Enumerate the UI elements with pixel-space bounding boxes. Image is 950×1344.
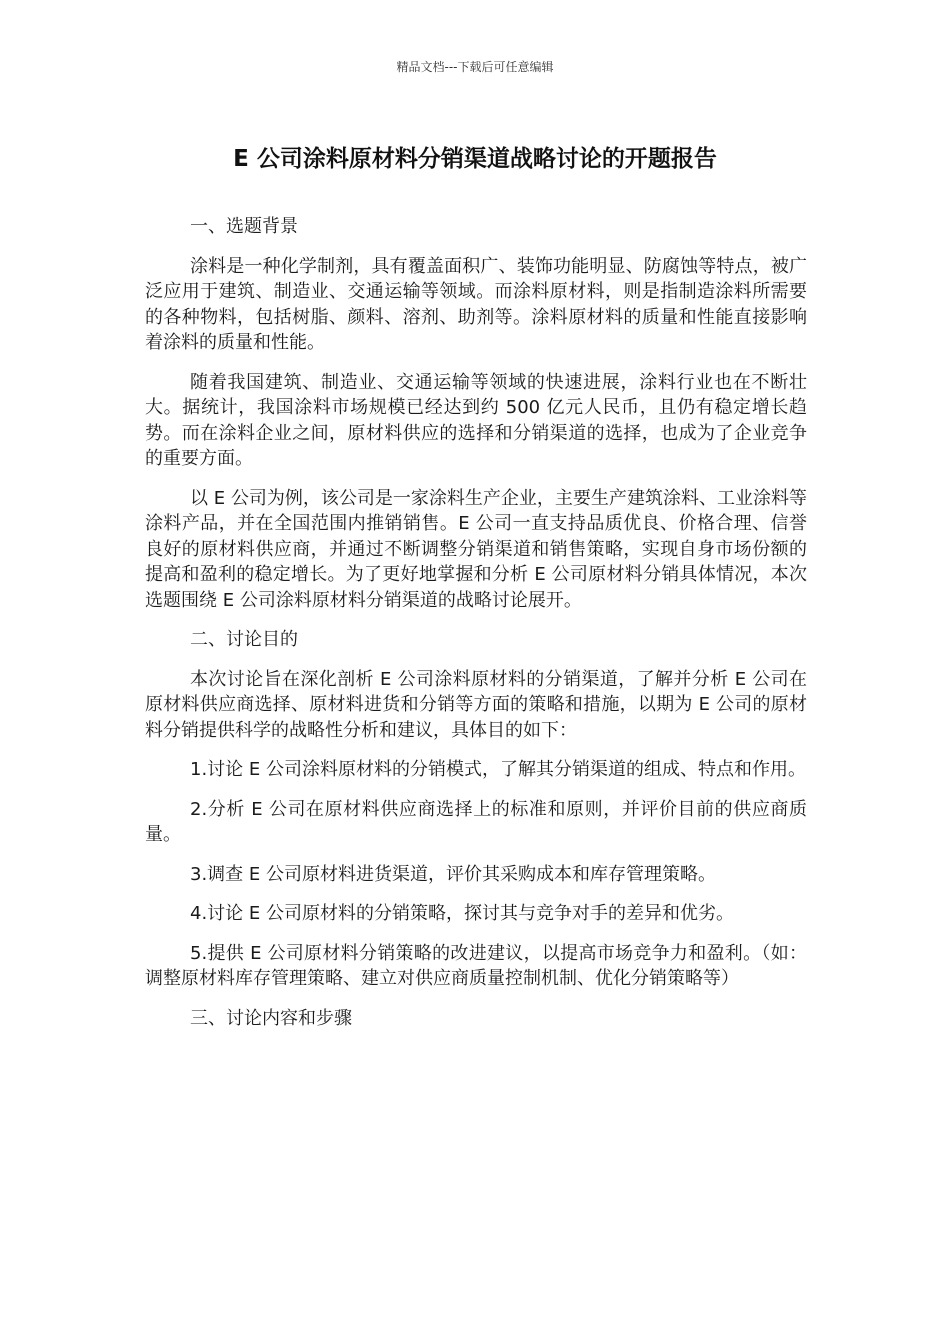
purpose-item-2: 2.分析 E 公司在原材料供应商选择上的标准和原则，并评价目前的供应商质量。 xyxy=(145,798,807,845)
purpose-item-4: 4.讨论 E 公司原材料的分销策略，探讨其与竞争对手的差异和优劣。 xyxy=(190,903,734,924)
purpose-item-5: 5.提供 E 公司原材料分销策略的改进建议，以提高市场竞争力和盈利。（如：调整原材料库存管理策略、建立对供应商质量控制机制、优化分销策略等） xyxy=(145,942,807,989)
purpose-item-1: 1.讨论 E 公司涂料原材料的分销模式，了解其分销渠道的组成、特点和作用。 xyxy=(190,759,806,780)
paragraph-1: 涂料是一种化学制剂，具有覆盖面积广、装饰功能明显、防腐蚀等特点，被广泛应用于建筑、制造业、交通运输等领域。而涂料原材料，则是指制造涂料所需要的各种物料，包括树脂、颜料、溶剂、助剂等。涂料原材料的质量和性能直接影响着涂料的质量和性能。 xyxy=(145,255,807,353)
purpose-item-3: 3.调查 E 公司原材料进货渠道，评价其采购成本和库存管理策略。 xyxy=(190,863,716,885)
header-note: 精品文档---下载后可任意编辑 xyxy=(396,60,554,74)
paragraph-4: 本次讨论旨在深化剖析 E 公司涂料原材料的分销渠道，了解并分析 E 公司在原材料供应商选择、原材料进货和分销等方面的策略和措施，以期为 E 公司的原材料分销提供科学的战略性分析和建议，具体目的如下： xyxy=(145,668,807,741)
section-heading-content: 三、讨论内容和步骤 xyxy=(190,1007,352,1029)
document-title: E 公司涂料原材料分销渠道战略讨论的开题报告 xyxy=(233,146,717,172)
section-heading-purpose: 二、讨论目的 xyxy=(190,629,298,650)
paragraph-3: 以 E 公司为例，该公司是一家涂料生产企业，主要生产建筑涂料、工业涂料等涂料产品，并在全国范围内推销销售。E 公司一直支持品质优良、价格合理、信誉良好的原材料供应商，并通过不断调整分销渠道和销售策略，实现自身市场份额的提高和盈利的稳定增长。为了更好地掌握和分析 E 公司原材料分销具体情况，本次选题围绕 E 公司涂料原材料分销渠道的战略讨论展开。 xyxy=(145,487,807,611)
document-body xyxy=(145,214,807,1045)
section-heading-background: 一、选题背景 xyxy=(190,216,298,237)
paragraph-2: 随着我国建筑、制造业、交通运输等领域的快速进展，涂料行业也在不断壮大。据统计，我国涂料市场规模已经达到约 500 亿元人民币，且仍有稳定增长趋势。而在涂料企业之间，原材料供应的选择和分销渠道的选择，也成为了企业竞争的重要方面。 xyxy=(145,371,807,469)
